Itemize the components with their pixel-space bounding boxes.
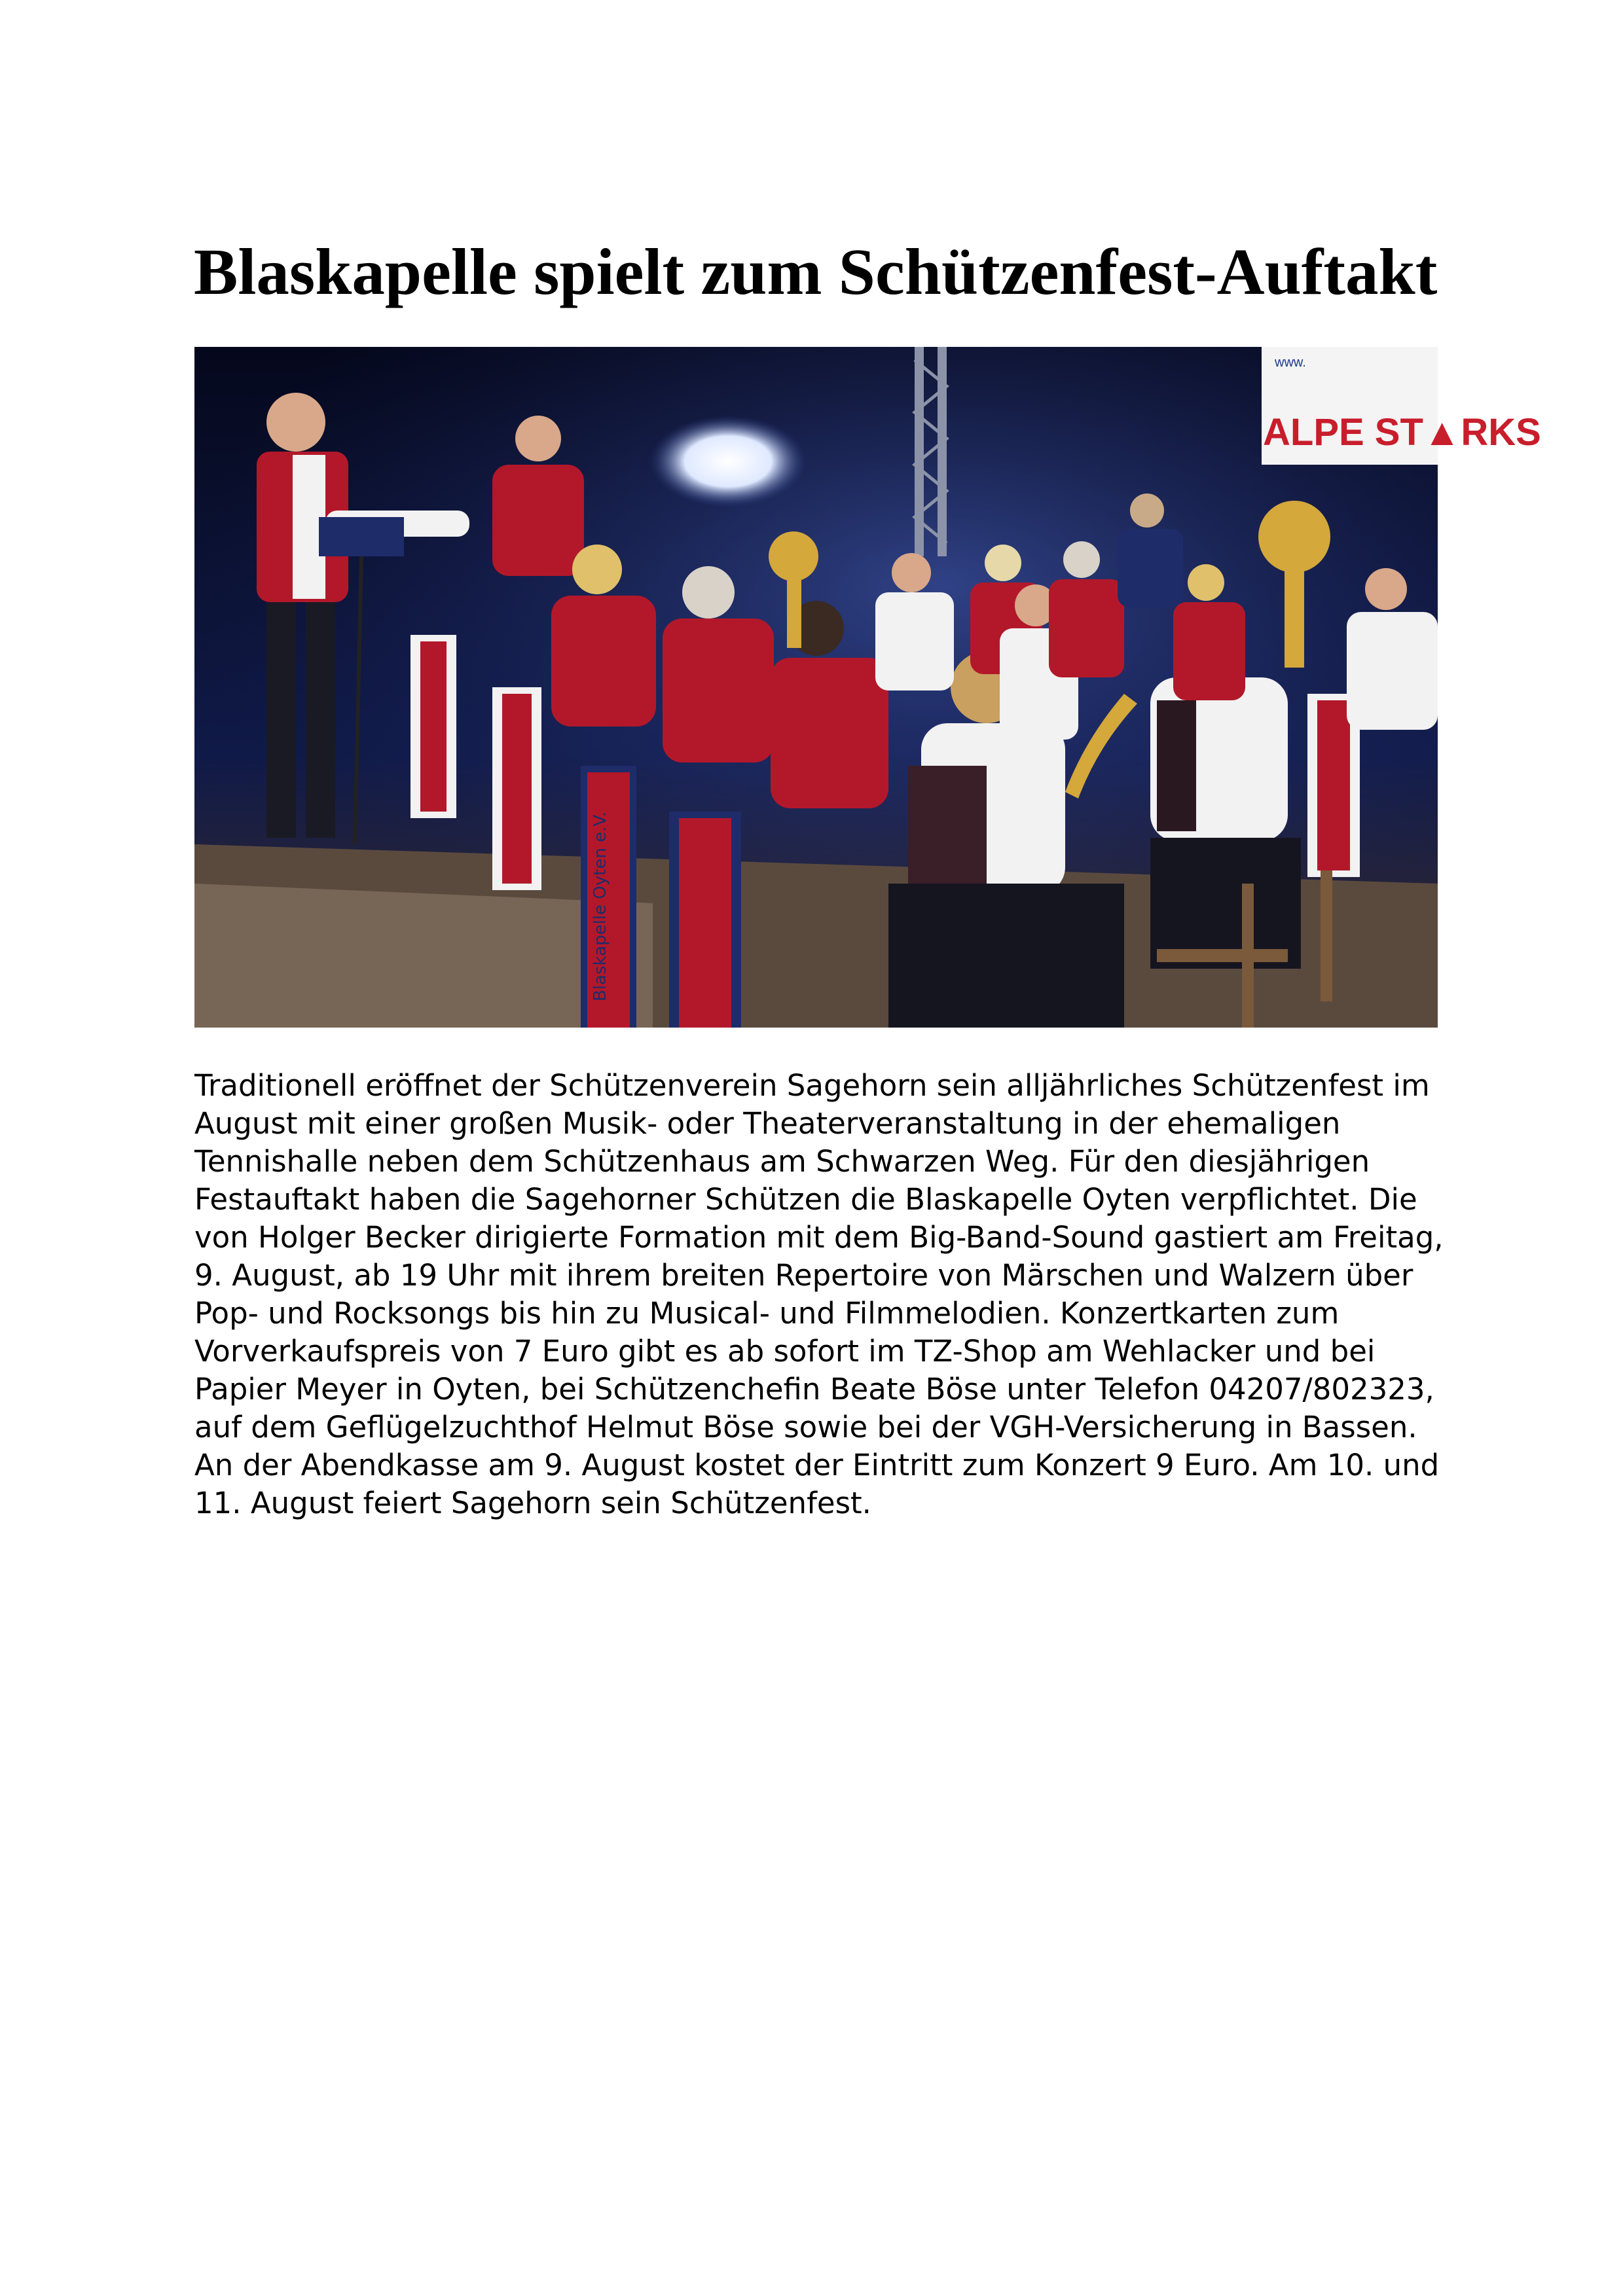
article-body: Traditionell eröffnet der Schützenverein Sagehorn sein alljährliches Schützenfest im August mit einer großen Musik- oder Theaterveranstaltung in der ehemaligen Tennishalle neben dem Schützenhaus am Schwarzen Weg. Für den diesjährigen Festauftakt haben die Sagehorner Schützen die Blaskapelle Oyten verpflichtet. Die von Holger Becker dirigierte Formation mit dem Big-Band-Sound gastiert am Freitag, 9. August, ab 19 Uhr mit ihrem breiten Repertoire von Märschen und Walzern über Pop- und Rocksongs bis hin zu Musical- und Filmmelodien. Konzertkarten zum Vorverkaufspreis von 7 Euro gibt es ab sofort im TZ-Shop am Wehlacker und bei Papier Meyer in Oyten, bei Schützenchefin Beate Böse unter Telefon 04207/802323, auf dem Geflügelzuchthof Helmut Böse sowie bei der VGH-Versicherung in Bassen. An der Abendkasse am 9. August kostet der Eintritt zum Konzert 9 Euro. Am 10. und 11. August feiert Sagehorn sein Schützenfest. <box>194 1068 1444 1520</box>
band-photo <box>194 347 1541 1028</box>
banner-url: www. <box>1275 355 1306 370</box>
stand-banner-label: Blaskapelle Oyten e.V. <box>591 811 610 1001</box>
banner-text: ALPE ST▲RKS <box>1263 411 1541 454</box>
article-headline: Blaskapelle spielt zum Schützenfest-Auftakt <box>194 235 1438 308</box>
